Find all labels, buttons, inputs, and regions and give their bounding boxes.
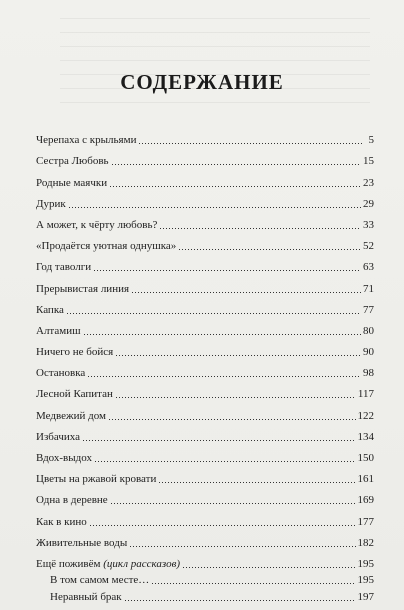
toc-entry-title-text: Прерывистая линия (36, 282, 130, 295)
toc-page-number: 5 (368, 134, 374, 147)
toc-entry-title (36, 241, 178, 252)
toc-entry-title-text: Ничего не бойся (36, 346, 114, 359)
toc-entry (36, 506, 374, 527)
toc-entry-title (36, 453, 94, 464)
toc-entry (36, 210, 374, 231)
toc-entry (36, 146, 374, 167)
toc-page-number: 33 (363, 218, 374, 231)
toc-entry-title (36, 220, 159, 231)
toc-entry (36, 464, 374, 485)
toc-entry (36, 273, 374, 294)
dot-leader (108, 419, 356, 420)
toc-page-number: 29 (363, 197, 374, 210)
toc-page-number: 52 (363, 240, 374, 253)
toc-entry-title-text: В том самом месте… (50, 574, 150, 587)
toc-entry-title-text: Алтамиш (36, 324, 81, 337)
dot-leader (110, 503, 356, 504)
toc-page-number: 161 (357, 473, 374, 486)
toc-page-number: 63 (363, 261, 374, 274)
page-title: СОДЕРЖАНИЕ (120, 70, 284, 94)
toc-entry-title-text: Сестра Любовь (36, 155, 109, 168)
toc-entry (36, 422, 374, 443)
toc-page-number: 182 (357, 536, 374, 549)
dot-leader (129, 546, 355, 547)
toc-page-number: 117 (357, 388, 374, 401)
toc-entry-title-text: Неравный брак (50, 590, 122, 603)
dot-leader (115, 355, 361, 356)
dot-leader (89, 525, 356, 526)
toc-entry (36, 549, 374, 570)
toc-entry-title (36, 411, 108, 422)
toc-entry (36, 528, 374, 549)
toc-entry-title-text: Остановка (36, 367, 86, 380)
toc-entry (36, 337, 374, 358)
toc-entry (36, 379, 374, 400)
dot-leader (87, 376, 361, 377)
toc-entry-title (36, 305, 66, 316)
toc-entry-note: (цикл рассказов) (103, 557, 181, 570)
toc-entry-title (36, 474, 158, 485)
dot-leader (158, 482, 355, 483)
dot-leader (138, 143, 362, 144)
toc-subentry (36, 570, 374, 587)
toc-entry (36, 252, 374, 273)
toc-entry-title (36, 135, 138, 146)
toc-page-number: 197 (357, 590, 374, 603)
toc-entry (36, 295, 374, 316)
toc-entry-title (50, 575, 151, 586)
toc-entry-title-text: Год таволги (36, 261, 92, 274)
toc-entry-title (36, 517, 89, 528)
dot-leader (83, 334, 361, 335)
toc-page-number: 77 (363, 303, 374, 316)
toc-entry (36, 485, 374, 506)
dot-leader (131, 292, 361, 293)
toc-page-number: 150 (357, 452, 374, 464)
toc-entry-title-text: Цветы на ржавой кровати (36, 473, 157, 486)
dot-leader (94, 461, 356, 462)
toc-entry-title-text: Как в кино (36, 515, 87, 528)
dot-leader (151, 583, 355, 584)
toc-entry-title-text: Дурик (36, 197, 66, 210)
toc-entry-title-text: Ещё поживём (36, 557, 101, 570)
toc-page-number: 80 (363, 324, 374, 337)
toc-entry-title (36, 326, 83, 337)
dot-leader (66, 313, 361, 314)
toc-entry-title (36, 199, 68, 210)
toc-page-number: 71 (363, 282, 374, 295)
dot-leader (178, 249, 361, 250)
toc-page-number: 195 (357, 574, 374, 587)
toc-page-number: 122 (357, 409, 374, 422)
dot-leader (111, 164, 361, 165)
toc-entry (36, 358, 374, 379)
toc-entry-title-text: Избачиха (36, 430, 80, 443)
toc-entry-title-text: Лесной Капитан (36, 388, 113, 401)
toc-entry-title-text: Вдох-выдох (36, 452, 92, 464)
dot-leader (82, 440, 356, 441)
toc-page-number: 177 (357, 515, 374, 528)
toc-entry-title (50, 592, 124, 603)
toc-entry-title (36, 432, 82, 443)
toc-entry (36, 400, 374, 421)
toc-page-number: 169 (357, 494, 374, 507)
toc-entry-title (36, 156, 111, 167)
dot-leader (182, 567, 355, 568)
toc-entry-title-text: Одна в деревне (36, 494, 108, 507)
toc-entry-title (36, 284, 131, 295)
toc-entry-title-text: Медвежий дом (36, 409, 106, 422)
toc-entry-title (36, 495, 110, 506)
dot-leader (124, 600, 356, 601)
toc-entry (36, 189, 374, 210)
toc-entry-title-text: Живительные воды (36, 536, 128, 549)
toc-entry-title-text: Черепаха с крыльями (36, 134, 137, 147)
toc-entry-title-text: Капка (36, 303, 64, 316)
dot-leader (68, 207, 361, 208)
dot-leader (159, 228, 361, 229)
toc-entry-title (36, 368, 87, 379)
toc-page-number: 134 (357, 430, 374, 443)
toc-page-number: 98 (363, 367, 374, 380)
toc-entry (36, 316, 374, 337)
toc-page-number: 23 (363, 176, 374, 189)
toc-entry (36, 443, 374, 464)
toc-subentry (36, 586, 374, 603)
toc-entry-title (36, 559, 182, 570)
toc-entry-title (36, 347, 115, 358)
toc-page-number: 195 (357, 557, 374, 570)
dot-leader (93, 270, 361, 271)
toc-entry-title (36, 262, 93, 273)
toc-page-number: 15 (363, 155, 374, 168)
toc-entry (36, 167, 374, 188)
toc-entry-title (36, 178, 109, 189)
toc-entry-title (36, 538, 129, 549)
toc-entry-title (36, 389, 115, 400)
toc-page-number: 90 (363, 346, 374, 359)
toc-entry-title-text: А может, к чёрту любовь? (36, 218, 158, 231)
toc-entry-title-text: Родные маячки (36, 176, 108, 189)
dot-leader (109, 186, 361, 187)
toc-entry-title-text: «Продаётся уютная однушка» (36, 240, 177, 253)
dot-leader (115, 397, 356, 398)
toc-entry (36, 231, 374, 252)
toc-entry (36, 125, 374, 146)
table-of-contents (36, 125, 374, 603)
